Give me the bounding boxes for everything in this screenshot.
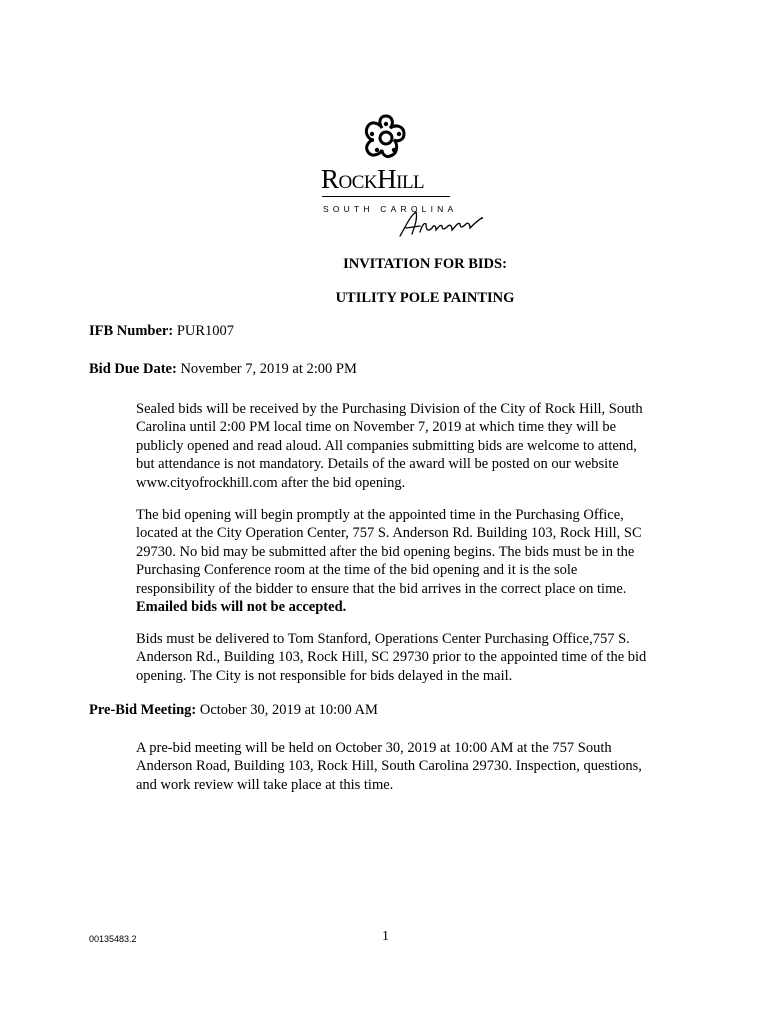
flower-emblem-icon bbox=[360, 112, 412, 164]
pre-bid-meeting-label: Pre-Bid Meeting: bbox=[89, 702, 197, 718]
paragraph-line: publicly opened and read aloud. All companies submitting bids are welcome to attend, bbox=[136, 437, 637, 454]
document-id: 00135483.2 bbox=[89, 934, 137, 944]
paragraph-line: but attendance is not mandatory. Details of the award will be posted on our website bbox=[136, 456, 619, 473]
emailed-bids-notice: Emailed bids will not be accepted. bbox=[136, 599, 347, 616]
pre-bid-meeting-field bbox=[89, 702, 378, 719]
paragraph-line: The bid opening will begin promptly at the appointed time in the Purchasing Office, bbox=[136, 507, 624, 523]
logo-rule bbox=[322, 196, 450, 197]
bid-due-date-field bbox=[89, 361, 357, 378]
paragraph-line: Sealed bids will be received by the Purchasing Division of the City of Rock Hill, South bbox=[136, 401, 643, 417]
document-subtitle: UTILITY POLE PAINTING bbox=[335, 290, 515, 306]
sealed-bids-paragraph bbox=[136, 400, 696, 492]
paragraph-line: opening. The City is not responsible for bids delayed in the mail. bbox=[136, 667, 513, 684]
paragraph-line: Anderson Rd., Building 103, Rock Hill, SC 29730 prior to the appointed time of the bid bbox=[136, 649, 647, 666]
paragraph-line: Carolina until 2:00 PM local time on November 7, 2019 at which time they will be bbox=[136, 419, 617, 436]
paragraph-line: www.cityofrockhill.com after the bid opening. bbox=[136, 474, 406, 491]
paragraph-line: and work review will take place at this time. bbox=[136, 776, 394, 793]
paragraph-line: located at the City Operation Center, 757 S. Anderson Rd. Building 103, Rock Hill, SC bbox=[136, 525, 642, 542]
logo-subtitle: SOUTH CAROLINA bbox=[323, 204, 458, 214]
pre-bid-paragraph bbox=[136, 739, 696, 794]
rock-hill-logo bbox=[318, 112, 488, 240]
delivery-paragraph bbox=[136, 630, 696, 685]
page-number: 1 bbox=[382, 929, 389, 944]
paragraph-line: Anderson Road, Building 103, Rock Hill, South Carolina 29730. Inspection, questions, bbox=[136, 758, 642, 775]
bid-opening-paragraph bbox=[136, 506, 696, 616]
ifb-number-label: IFB Number: bbox=[89, 323, 174, 339]
paragraph-line: responsibility of the bidder to ensure that the bid arrives in the correct place on time. bbox=[136, 580, 627, 597]
ifb-number-value: PUR1007 bbox=[173, 323, 235, 339]
bid-due-date-value: November 7, 2019 at 2:00 PM bbox=[176, 361, 357, 377]
bid-due-date-label: Bid Due Date: bbox=[89, 361, 177, 377]
logo-wordmark: RockHill bbox=[321, 164, 425, 194]
paragraph-line: 29730. No bid may be submitted after the bid opening begins. The bids must be in the bbox=[136, 543, 635, 560]
ifb-number-field bbox=[89, 323, 234, 340]
always-on-signature-icon bbox=[396, 204, 486, 240]
paragraph-line: A pre-bid meeting will be held on October 30, 2019 at 10:00 AM at the 757 South bbox=[136, 740, 612, 756]
paragraph-line: Bids must be delivered to Tom Stanford, Operations Center Purchasing Office,757 S. bbox=[136, 631, 630, 647]
paragraph-line: Purchasing Conference room at the time of the bid opening and it is the sole bbox=[136, 562, 578, 579]
pre-bid-meeting-value: October 30, 2019 at 10:00 AM bbox=[196, 702, 378, 718]
document-title: INVITATION FOR BIDS: bbox=[343, 256, 507, 272]
